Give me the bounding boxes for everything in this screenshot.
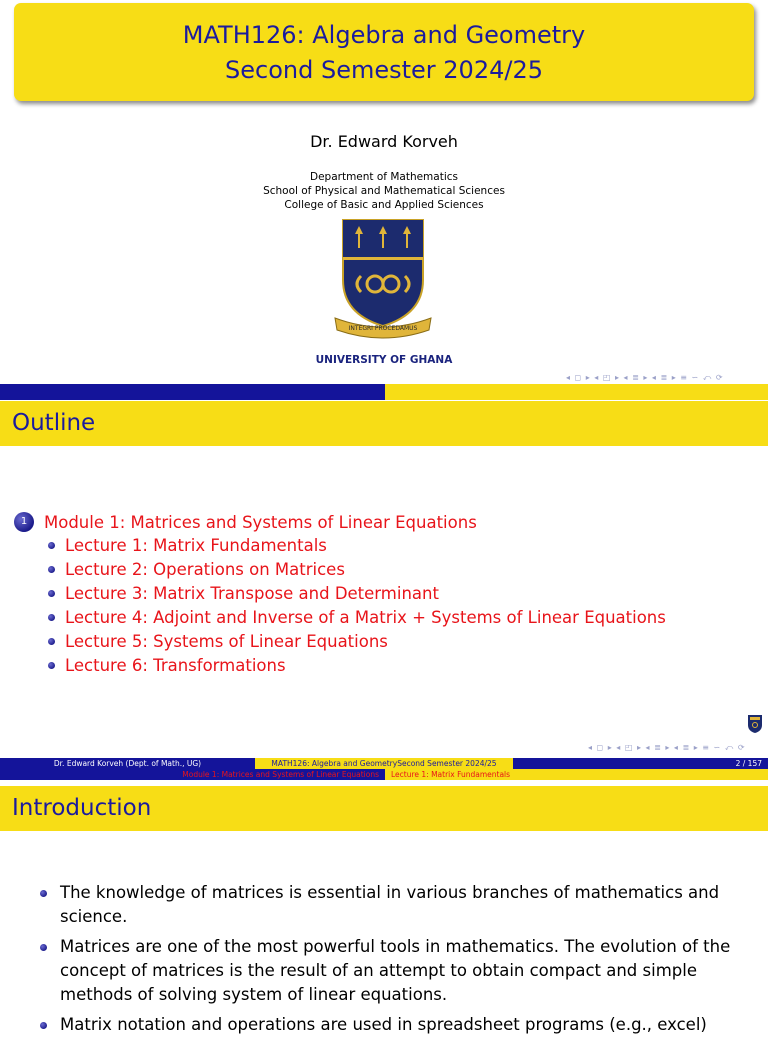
toc-lecture-6[interactable]: Lecture 6: Transformations — [65, 655, 286, 675]
table-of-contents — [14, 511, 666, 677]
toc-subsection[interactable] — [14, 629, 666, 653]
outline-slide — [0, 384, 768, 779]
toc-lecture-2[interactable]: Lecture 2: Operations on Matrices — [65, 559, 345, 579]
introduction-slide — [0, 768, 768, 1034]
bullet-icon — [48, 638, 55, 645]
affiliation — [0, 170, 768, 212]
toc-lecture-3[interactable]: Lecture 3: Matrix Transpose and Determinant — [65, 583, 439, 603]
header-strip — [0, 384, 768, 400]
footer-author: Dr. Edward Korveh (Dept. of Math., UG) — [0, 758, 255, 769]
list-item — [40, 1013, 740, 1037]
course-title: MATH126: Algebra and Geometry — [182, 21, 586, 49]
university-name: UNIVERSITY OF GHANA — [315, 354, 453, 366]
bullet-text: Matrix notation and operations are used in spreadsheet programs (e.g., excel) — [60, 1015, 707, 1034]
toc-subsection[interactable] — [14, 581, 666, 605]
beamer-nav-icons[interactable]: ◂ ◻ ▸ ◂ ◰ ▸ ◂ ≣ ▸ ◂ ≣ ▸ ≡ ∽ ⤺ ⟳ — [566, 373, 724, 382]
crest-motto: INTEGRI PROCEDAMUS — [348, 325, 418, 332]
toc-lecture-1[interactable]: Lecture 1: Matrix Fundamentals — [65, 535, 327, 555]
department: Department of Mathematics — [310, 171, 458, 183]
toc-lecture-4[interactable]: Lecture 4: Adjoint and Inverse of a Matrix + Systems of Linear Equations — [65, 607, 666, 627]
list-item — [40, 881, 740, 929]
footer-module[interactable]: Module 1: Matrices and Systems of Linear Equations — [0, 769, 385, 780]
bullet-text: The knowledge of matrices is essential in various branches of mathematics and science. — [60, 883, 720, 926]
title-box — [14, 3, 754, 101]
toc-subsection[interactable] — [14, 653, 666, 677]
toc-lecture-5[interactable]: Lecture 5: Systems of Linear Equations — [65, 631, 388, 651]
school: School of Physical and Mathematical Sciences — [263, 185, 505, 197]
list-item — [40, 935, 740, 1007]
author-name: Dr. Edward Korveh — [310, 132, 458, 151]
bullet-icon — [40, 1022, 47, 1029]
bullet-list — [40, 881, 740, 1043]
bullet-icon — [48, 566, 55, 573]
frame-title-introduction: Introduction — [0, 786, 768, 831]
bullet-icon — [48, 542, 55, 549]
bullet-icon — [40, 944, 47, 951]
bullet-icon — [48, 590, 55, 597]
footer-lecture[interactable]: Lecture 1: Matrix Fundamentals — [385, 769, 768, 780]
beamer-nav-icons[interactable]: ◂ ◻ ▸ ◂ ◰ ▸ ◂ ≣ ▸ ◂ ≣ ▸ ≡ ∽ ⤺ ⟳ — [588, 743, 746, 752]
toc-section-title[interactable]: Module 1: Matrices and Systems of Linear Equations — [44, 512, 477, 532]
bullet-text: Matrices are one of the most powerful tools in mathematics. The evolution of the concept of matrices is the result of an attempt to obtain compact and simple methods of solving system of linear equations. — [60, 937, 731, 1004]
semester-title: Second Semester 2024/25 — [225, 56, 543, 84]
bullet-icon — [48, 662, 55, 669]
bullet-icon — [48, 614, 55, 621]
small-crest-logo — [746, 714, 764, 734]
title-slide — [0, 0, 768, 384]
toc-subsection[interactable] — [14, 605, 666, 629]
college: College of Basic and Applied Sciences — [284, 199, 484, 211]
footer-page-number: 2 / 157 — [513, 758, 768, 769]
toc-subsection[interactable] — [14, 557, 666, 581]
toc-subsection[interactable] — [14, 533, 666, 557]
toc-section[interactable] — [14, 511, 666, 533]
frame-title-outline: Outline — [0, 401, 768, 446]
bullet-icon — [40, 890, 47, 897]
university-crest-logo — [331, 218, 435, 340]
footer-course: MATH126: Algebra and GeometrySecond Semester 2024/25 — [255, 758, 513, 769]
section-number-ball: 1 — [14, 512, 34, 532]
